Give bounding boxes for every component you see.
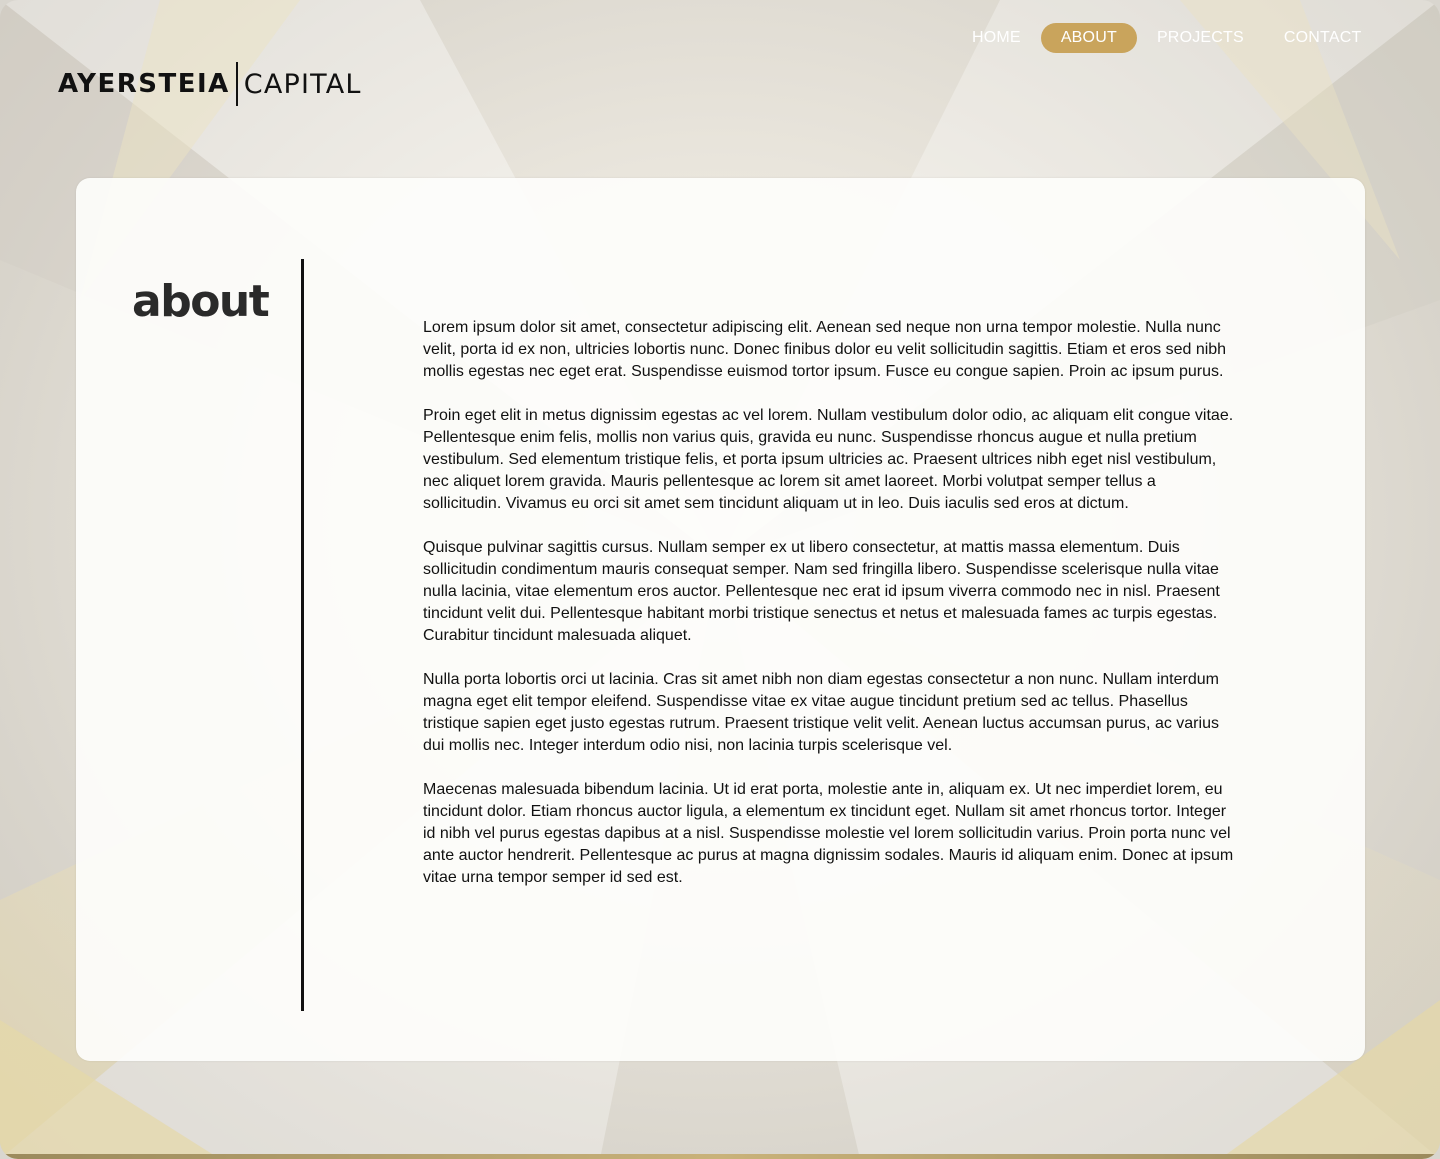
about-content — [423, 317, 1238, 911]
page-title: about — [132, 276, 269, 327]
brand-name-right: CAPITAL — [243, 68, 362, 100]
about-paragraph-5: Maecenas malesuada bibendum lacinia. Ut id erat porta, molestie ante in, aliquam ex. Ut nec imperdiet lorem, eu tincidunt dolor. Etiam rhoncus auctor ligula, a elementum ex tincidunt eget. Nullam sit amet rhoncus tortor. Integer id nibh vel purus egestas dapibus at a nisl. Suspendisse molestie vel lorem sollicitudin varius. Proin porta nunc vel ante auctor hendrerit. Pellentesque ac purus at magna dignissim sodales. Mauris id aliquam enim. Donec at ipsum vitae urna tempor semper id sed est. — [423, 781, 1234, 886]
about-paragraph-2: Proin eget elit in metus dignissim egestas ac vel lorem. Nullam vestibulum dolor odio, ac aliquam elit congue vitae. Pellentesque enim felis, mollis non varius quis, gravida eu nunc. Suspendisse rhoncus augue et nulla pretium vestibulum. Sed elementum tristique felis, et porta ipsum ultricies ac. Praesent ultrices nibh eget nisl vestibulum, nec aliquet lorem gravida. Mauris pellentesque ac lorem sit amet laoreet. Morbi volutpat semper tellus a sollicitudin. Vivamus eu orci sit amet sem tincidunt aliquam ut in leo. Duis iaculis sed eros at dictum. — [423, 407, 1234, 512]
bottom-accent-strip — [0, 1154, 1440, 1159]
brand-logo[interactable] — [58, 60, 362, 108]
about-paragraph-3: Quisque pulvinar sagittis cursus. Nullam semper ex ut libero consectetur, at mattis massa elementum. Duis sollicitudin condimentum mauris consequat semper. Nam sed fringilla libero. Suspendisse scelerisque nulla vitae nulla lacinia, vitae elementum eros auctor. Pellentesque nec erat id ipsum viverra commodo nec in nisl. Praesent tincidunt velit dui. Pellentesque habitant morbi tristique senectus et netus et malesuada fames ac turpis egestas. Curabitur tincidunt malesuada aliquet. — [423, 539, 1220, 644]
nav-contact[interactable]: CONTACT — [1283, 29, 1362, 46]
nav-home[interactable]: HOME — [972, 29, 1021, 46]
logo-divider — [236, 62, 238, 106]
brand-name-left: AYERSTEIA — [58, 69, 230, 99]
vertical-divider — [301, 259, 304, 1011]
about-card — [76, 178, 1365, 1061]
main-nav — [952, 23, 1381, 53]
nav-about[interactable]: ABOUT — [1041, 23, 1137, 53]
nav-projects[interactable]: PROJECTS — [1156, 29, 1244, 46]
about-paragraph-4: Nulla porta lobortis orci ut lacinia. Cras sit amet nibh non diam egestas consectetur a non nunc. Nullam interdum magna eget elit tempor eleifend. Suspendisse vitae ex vitae augue tincidunt pretium sed ac tellus. Phasellus tristique sapien eget justo egestas rutrum. Praesent tristique velit velit. Aenean luctus accumsan purus, ac varius dui mollis nec. Integer interdum odio nisi, non lacinia turpis scelerisque vel. — [423, 671, 1219, 754]
about-paragraph-1: Lorem ipsum dolor sit amet, consectetur adipiscing elit. Aenean sed neque non urna tempor molestie. Nulla nunc velit, porta id ex non, ultricies lobortis nunc. Donec finibus dolor eu velit sollicitudin sagittis. Etiam et eros sed nibh mollis egestas nec eget erat. Suspendisse euismod tortor ipsum. Fusce eu congue sapien. Proin ac ipsum purus. — [423, 319, 1227, 380]
